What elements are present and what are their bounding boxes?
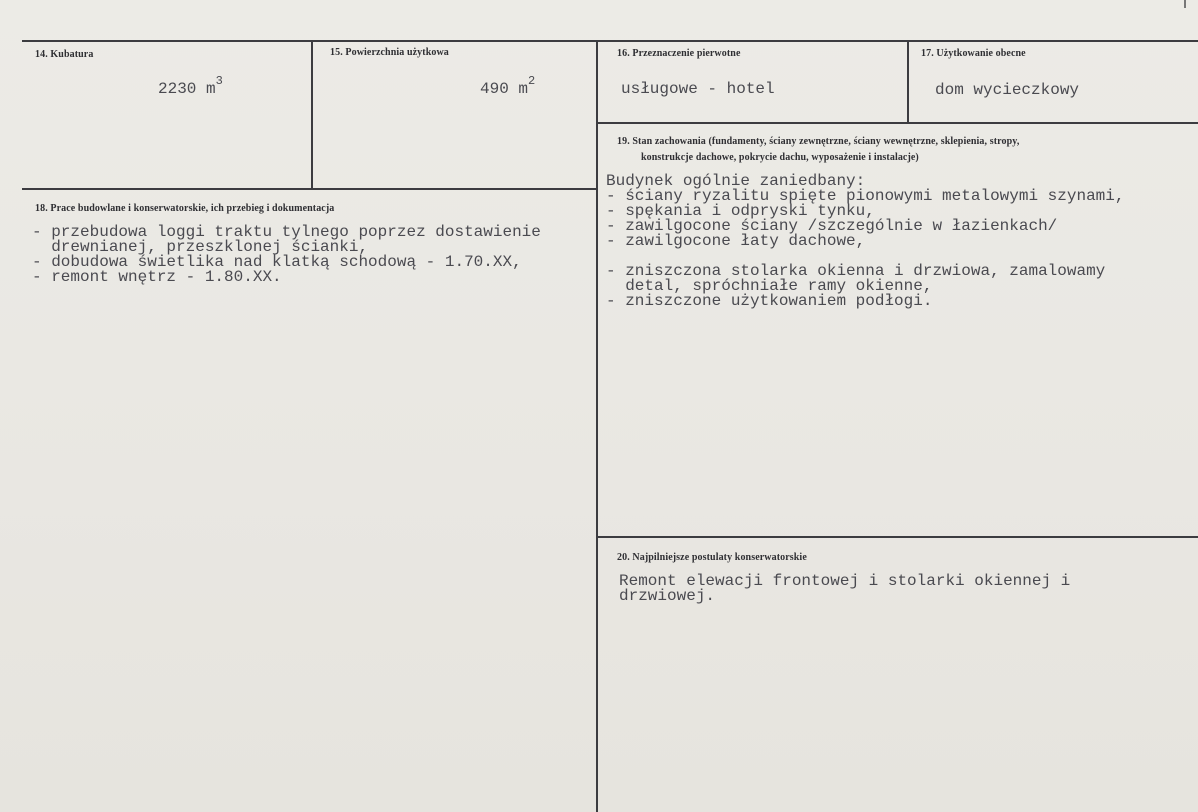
field-19-line: - zniszczona stolarka okienna i drzwiowa, zamalowamy <box>606 262 1106 280</box>
field-15-value <box>480 74 536 99</box>
field-19-label-cont: konstrukcje dachowe, pokrycie dachu, wyposażenie i instalacje) <box>641 152 919 163</box>
field-15-label: 15. Powierzchnia użytkowa <box>330 47 449 58</box>
field-19-line: detal, spróchniałe ramy okienne, <box>606 277 933 295</box>
field-18-line: drewnianej, przeszklonej ścianki, <box>32 238 369 256</box>
field-20-line: Remont elewacji frontowej i stolarki okiennej i <box>619 572 1071 590</box>
field-19-line: - zniszczone użytkowaniem podłogi. <box>606 292 933 310</box>
field-14-exponent: 3 <box>215 74 223 88</box>
field-20-label: 20. Najpilniejsze postulaty konserwatorskie <box>617 552 807 563</box>
field-14-number: 2230 m <box>158 80 216 98</box>
field-15-exponent: 2 <box>528 74 536 88</box>
field-19-line: - ściany ryzalitu spięte pionowymi metalowymi szynami, <box>606 187 1125 205</box>
field-17-value: dom wycieczkowy <box>935 81 1080 99</box>
field-15-number: 490 m <box>480 80 529 98</box>
edge-mark <box>1184 0 1186 8</box>
field-20-line: drzwiowej. <box>619 587 716 605</box>
field-14-value <box>158 74 223 99</box>
field-19-label: 19. Stan zachowania (fundamenty, ściany zewnętrzne, ściany wewnętrzne, sklepienia, stropy, <box>617 136 1020 147</box>
field-19-line: Budynek ogólnie zaniedbany: <box>606 172 866 190</box>
field-18-label: 18. Prace budowlane i konserwatorskie, ich przebieg i dokumentacja <box>35 203 335 214</box>
field-19-line: - zawilgocone łaty dachowe, <box>606 232 866 250</box>
divider-14-15 <box>311 40 313 189</box>
field-18-line: - przebudowa loggi traktu tylnego poprzez dostawienie <box>32 223 541 241</box>
rule-above-20 <box>596 536 1198 538</box>
divider-16-17 <box>907 40 909 123</box>
rule-under-16-17 <box>596 122 1198 124</box>
field-14-label: 14. Kubatura <box>35 49 94 60</box>
field-17-label: 17. Użytkowanie obecne <box>921 48 1026 59</box>
field-19-line: - spękania i odpryski tynku, <box>606 202 875 220</box>
field-19-line: - zawilgocone ściany /szczególnie w łazienkach/ <box>606 217 1058 235</box>
field-18-line: - dobudowa świetlika nad klatką schodową - 1.70.XX, <box>32 253 522 271</box>
top-rule <box>22 40 1198 42</box>
field-16-label: 16. Przeznaczenie pierwotne <box>617 48 741 59</box>
field-18-line: - remont wnętrz - 1.80.XX. <box>32 268 282 286</box>
rule-under-14-15 <box>22 188 597 190</box>
field-16-value: usługowe - hotel <box>621 80 775 98</box>
divider-main <box>596 40 598 812</box>
